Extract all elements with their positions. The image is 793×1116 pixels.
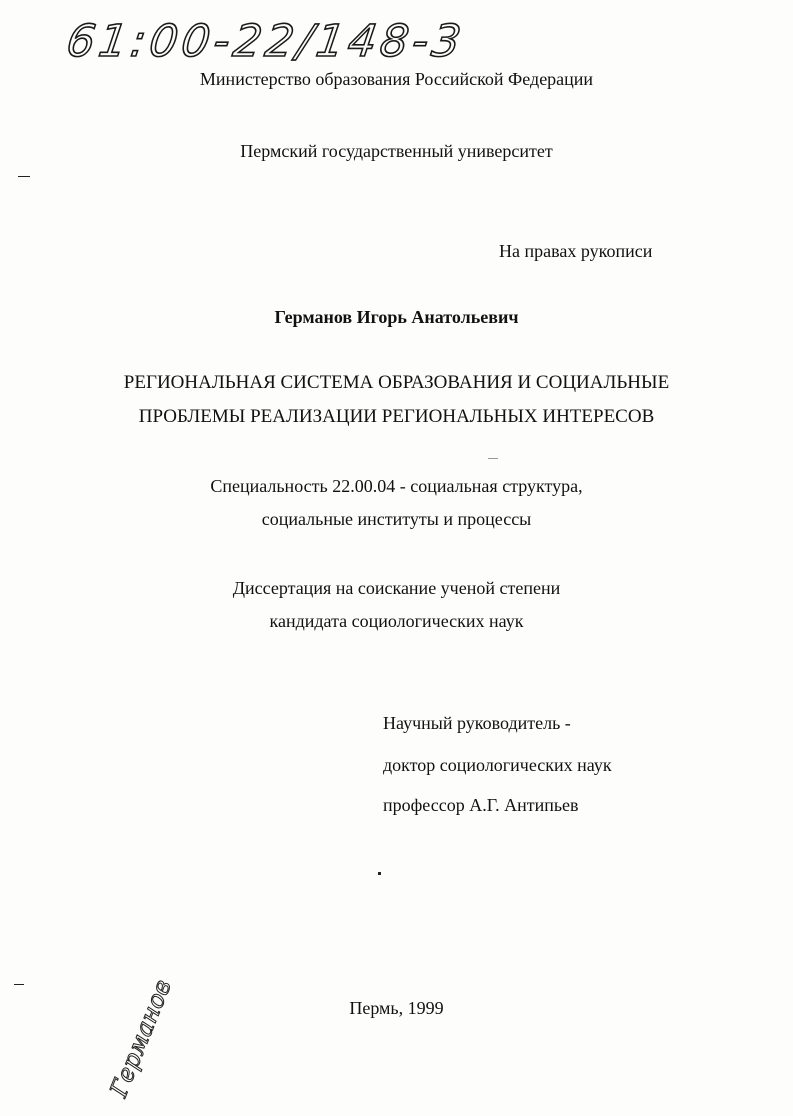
specialty-line-1: Специальность 22.00.04 - социальная структура,: [210, 476, 583, 496]
scan-mark: [18, 176, 30, 177]
scan-dot: [378, 872, 381, 875]
supervisor-line-1: Научный руководитель -: [383, 713, 571, 733]
dissertation-title-line-2: ПРОБЛЕМЫ РЕАЛИЗАЦИИ РЕГИОНАЛЬНЫХ ИНТЕРЕСОВ: [138, 406, 655, 427]
specialty-line-2: социальные институты и процессы: [261, 509, 532, 529]
author-name: Германов Игорь Анатольевич: [274, 307, 519, 327]
signature-text: Германов: [104, 975, 177, 1101]
supervisor-line-2: доктор социологических наук: [383, 755, 612, 775]
degree-line-2: кандидата социологических наук: [269, 611, 524, 631]
handwritten-archive-code: [63, 6, 468, 68]
place-and-year: Пермь, 1999: [349, 998, 444, 1018]
manuscript-rights-note: На правах рукописи: [499, 241, 653, 261]
university-name: Пермский государственный университет: [240, 141, 553, 161]
dissertation-title-line-1: РЕГИОНАЛЬНАЯ СИСТЕМА ОБРАЗОВАНИЯ И СОЦИАЛЬНЫЕ: [123, 372, 670, 393]
supervisor-line-3: профессор А.Г. Антипьев: [383, 795, 579, 815]
handwritten-signature: [88, 975, 188, 1101]
scan-speck: [488, 458, 498, 459]
degree-line-1: Диссертация на соискание ученой степени: [232, 578, 561, 598]
archive-code-text: 61:00-22/148-3: [63, 16, 468, 67]
scan-mark: [14, 984, 24, 985]
ministry-name: Министерство образования Российской Федерации: [199, 69, 594, 89]
